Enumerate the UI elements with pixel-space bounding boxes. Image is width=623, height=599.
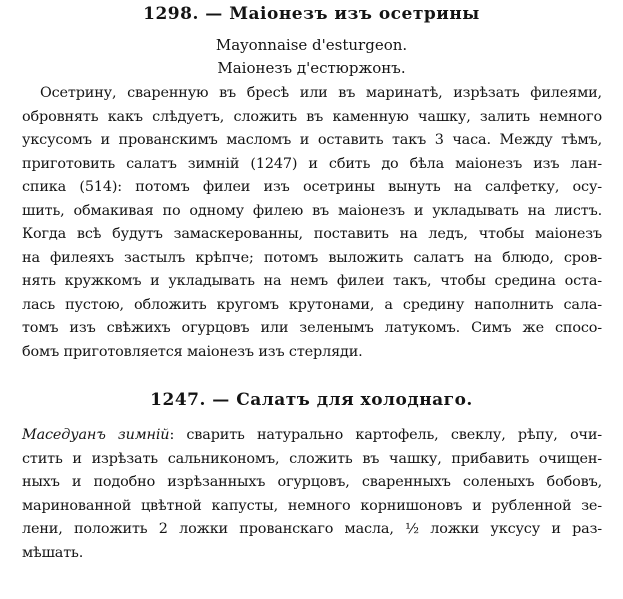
body-line: томъ изъ свѣжихъ огурцовъ или зеленымъ латукомъ. Симъ же спосо- bbox=[22, 320, 602, 336]
body-line: на филеяхъ застылъ крѣпче; потомъ выложить салатъ на блюдо, сров- bbox=[22, 249, 602, 266]
recipe-1247-lead: Маседуанъ зимній bbox=[22, 427, 170, 443]
body-line: ныхъ и подобно изрѣзанныхъ огурцовъ, сваренныхъ соленыхъ бобовъ, bbox=[22, 474, 602, 490]
recipe-1298-subtitle-french: Mayonnaise d'esturgeon. bbox=[215, 36, 408, 54]
body-line: лени, положить 2 ложки прованскаго масла, ½ ложки уксусу и раз- bbox=[22, 521, 602, 537]
body-line: маринованной цвѣтной капусты, немного корнишоновъ и рубленной зе- bbox=[22, 497, 602, 514]
body-line: шить, обмакивая по одному филею въ маіонезъ и укладывать на листъ. bbox=[22, 202, 602, 219]
recipe-1298-subtitle-russian: Маіонезъ д'естюржонъ. bbox=[217, 59, 406, 77]
body-line: бомъ приготовляется маіонезъ изъ стерляди. bbox=[22, 343, 363, 360]
body-line-rest: : сварить натурально картофель, свеклу, рѣпу, очи- bbox=[169, 427, 602, 443]
body-line: Когда всѣ будутъ замаскерованны, поставить на ледъ, чтобы маіонезъ bbox=[22, 226, 602, 242]
recipe-1247-heading: 1247. — Салатъ для холоднаго. bbox=[150, 390, 473, 410]
recipe-1298-heading: 1298. — Маіонезъ изъ осетрины bbox=[143, 4, 480, 24]
body-line: приготовить салатъ зимній (1247) и сбить до бѣла маіонезъ изъ лан- bbox=[22, 155, 602, 172]
recipe-1247-body bbox=[22, 424, 602, 565]
body-line: спика (514): потомъ филеи изъ осетрины вынуть на салфетку, осу- bbox=[22, 179, 602, 195]
body-line: нять кружкомъ и укладывать на немъ филеи такъ, чтобы средина оста- bbox=[22, 273, 602, 289]
recipe-1298-body bbox=[22, 82, 602, 364]
body-line: стить и изрѣзать сальникономъ, сложить въ чашку, прибавить очищен- bbox=[22, 450, 602, 467]
body-line: мѣшать. bbox=[22, 544, 84, 561]
body-line: Осетрину, сваренную въ бресѣ или въ маринатѣ, изрѣзать филеями, bbox=[40, 85, 602, 101]
body-line: обровнять какъ слѣдуетъ, сложить въ каменную чашку, залить немного bbox=[22, 108, 602, 125]
body-line: уксусомъ и прованскимъ масломъ и оставить такъ 3 часа. Между тѣмъ, bbox=[22, 132, 602, 148]
body-line bbox=[22, 424, 602, 448]
body-line: лась пустою, обложить кругомъ крутонами, а средину наполнить салa- bbox=[22, 296, 602, 313]
